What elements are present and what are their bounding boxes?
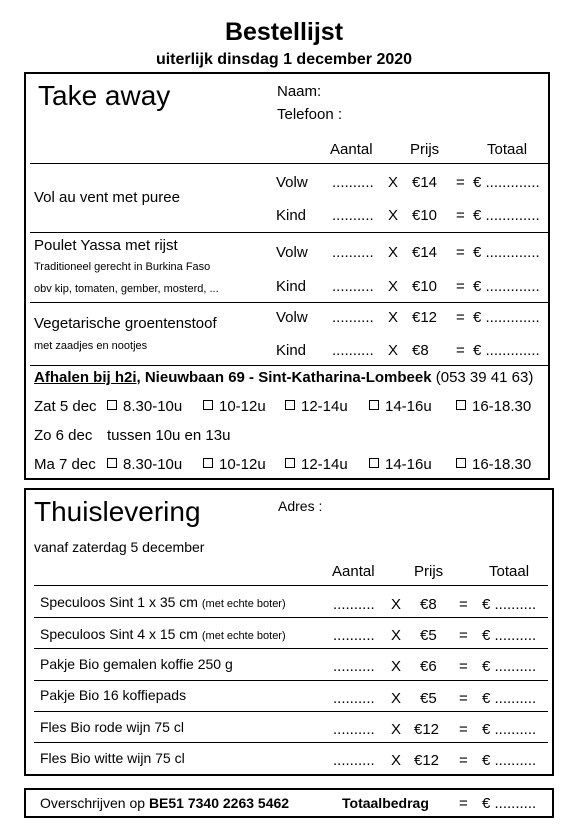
delivery-title: Thuislevering [34,496,201,527]
checkbox-icon[interactable] [203,400,213,410]
total-amount-field[interactable]: € .......... [482,795,537,812]
qty-field[interactable]: .......... [332,244,374,261]
divider [34,585,548,586]
size-label: Volw [276,244,308,261]
times-sign: X [391,721,402,738]
qty-field[interactable]: .......... [333,627,375,644]
times-sign: X [391,690,402,707]
col-total-header: Totaal [489,563,530,580]
equals-sign: = [459,658,468,675]
col-qty-header: Aantal [332,563,375,580]
pickup-day: Zat 5 dec [34,398,97,415]
pickup-day: Ma 7 dec [34,456,96,473]
qty-field[interactable]: .......... [332,278,374,295]
equals-sign: = [456,244,465,261]
divider [34,648,548,649]
qty-field[interactable]: .......... [332,174,374,191]
item-name: Vol au vent met puree [34,189,180,206]
times-sign: X [391,658,402,675]
qty-field[interactable]: .......... [333,658,375,675]
product-name: Pakje Bio gemalen koffie 250 g [40,656,233,672]
total-field[interactable]: € .......... [482,627,537,644]
equals-sign: = [459,752,468,769]
col-price-header: Prijs [410,141,440,158]
times-sign: X [388,244,399,261]
pickup-day: Zo 6 dec [34,427,93,444]
price: €12 [412,309,438,326]
item-description: obv kip, tomaten, gember, mosterd, ... [34,283,219,295]
product-name: Fles Bio rode wijn 75 cl [40,719,184,735]
pickup-phone: (053 39 41 63) [431,369,534,386]
checkbox-icon[interactable] [107,400,117,410]
pickup-label: Afhalen bij h2i [34,369,137,386]
divider [30,302,548,303]
price: €10 [412,207,438,224]
total-field[interactable]: € .......... [482,690,537,707]
equals-sign: = [456,174,465,191]
product-name: Pakje Bio 16 koffiepads [40,687,187,703]
qty-field[interactable]: .......... [333,721,375,738]
times-sign: X [391,596,402,613]
total-field[interactable]: € .......... [482,596,537,613]
product-name: Speculoos Sint 4 x 15 cm (met echte boter) [40,626,286,642]
qty-field[interactable]: .......... [333,596,375,613]
phone-label: Telefoon : [277,106,343,123]
equals-sign: = [459,721,468,738]
times-sign: X [391,752,402,769]
slot-option[interactable]: 10-12u [203,398,266,415]
name-label: Naam: [277,83,322,100]
price: €12 [414,752,440,769]
slot-option[interactable]: 10-12u [203,456,266,473]
price: €14 [412,244,438,261]
qty-field[interactable]: .......... [332,207,374,224]
checkbox-icon[interactable] [456,400,466,410]
iban: BE51 7340 2263 5462 [148,795,290,811]
divider [34,742,548,743]
slot-option[interactable]: 14-16u [369,456,432,473]
times-sign: X [388,309,399,326]
price: €12 [414,721,440,738]
total-field[interactable]: € ............. [473,207,540,224]
equals-sign: = [459,596,468,613]
product-name: Fles Bio witte wijn 75 cl [40,750,185,766]
item-name: Vegetarische groentenstoof [34,315,217,332]
slot-option[interactable]: 14-16u [369,398,432,415]
document-subtitle: uiterlijk dinsdag 1 december 2020 [155,51,413,68]
checkbox-icon[interactable] [285,458,295,468]
total-field[interactable]: € .......... [482,658,537,675]
checkbox-icon[interactable] [107,458,117,468]
price: €5 [420,690,437,707]
slot-option[interactable]: 12-14u [285,456,348,473]
equals-sign: = [459,795,468,812]
times-sign: X [391,627,402,644]
price: €10 [412,278,438,295]
price: €8 [412,342,429,359]
checkbox-icon[interactable] [456,458,466,468]
checkbox-icon[interactable] [285,400,295,410]
size-label: Volw [276,174,308,191]
divider [30,365,548,366]
divider [30,232,548,233]
total-field[interactable]: € .......... [482,721,537,738]
pickup-line [34,369,533,386]
total-amount-label: Totaalbedrag [342,795,429,811]
equals-sign: = [456,309,465,326]
divider [34,711,548,712]
transfer-line [40,795,289,811]
total-field[interactable]: € ............. [473,278,540,295]
divider [34,680,548,681]
equals-sign: = [456,278,465,295]
document-title: Bestellijst [224,18,344,46]
checkbox-icon[interactable] [369,458,379,468]
slot-option[interactable]: 12-14u [285,398,348,415]
size-label: Kind [276,207,307,224]
total-field[interactable]: € ............. [473,342,540,359]
equals-sign: = [456,207,465,224]
pickup-note: tussen 10u en 13u [107,427,231,444]
product-name: Speculoos Sint 1 x 35 cm (met echte boter) [40,594,286,610]
col-total-header: Totaal [487,141,528,158]
slot-option[interactable]: 8.30-10u [107,456,182,473]
item-description: met zaadjes en nootjes [34,340,148,352]
times-sign: X [388,174,399,191]
qty-field[interactable]: .......... [332,309,374,326]
times-sign: X [388,207,399,224]
col-price-header: Prijs [414,563,444,580]
slot-option[interactable]: 16-18.30 [456,398,531,415]
total-field[interactable]: € ............. [473,309,540,326]
price: €14 [412,174,438,191]
qty-field[interactable]: .......... [333,752,375,769]
total-field[interactable]: € ............. [473,244,540,261]
takeaway-section [24,72,550,480]
size-label: Kind [276,278,307,295]
price: €5 [420,627,437,644]
item-description: Traditioneel gerecht in Burkina Faso [34,261,211,273]
size-label: Volw [276,309,308,326]
price: €6 [420,658,437,675]
qty-field[interactable]: .......... [332,342,374,359]
slot-option[interactable]: 8.30-10u [107,398,182,415]
checkbox-icon[interactable] [369,400,379,410]
item-name: Poulet Yassa met rijst [34,237,178,254]
total-field[interactable]: € ............. [473,174,540,191]
checkbox-icon[interactable] [203,458,213,468]
delivery-from-text: vanaf zaterdag 5 december [34,539,205,555]
col-qty-header: Aantal [330,141,373,158]
times-sign: X [388,278,399,295]
equals-sign: = [459,627,468,644]
transfer-label: Overschrijven op [40,795,146,811]
equals-sign: = [456,342,465,359]
total-field[interactable]: € .......... [482,752,537,769]
takeaway-title: Take away [38,80,171,111]
size-label: Kind [276,342,307,359]
qty-field[interactable]: .......... [333,690,375,707]
equals-sign: = [459,690,468,707]
times-sign: X [388,342,399,359]
address-label: Adres : [278,498,323,514]
divider [30,163,548,164]
price: €8 [420,596,437,613]
slot-option[interactable]: 16-18.30 [456,456,531,473]
divider [34,617,548,618]
pickup-address: , Nieuwbaan 69 - Sint-Katharina-Lombeek [136,369,432,386]
